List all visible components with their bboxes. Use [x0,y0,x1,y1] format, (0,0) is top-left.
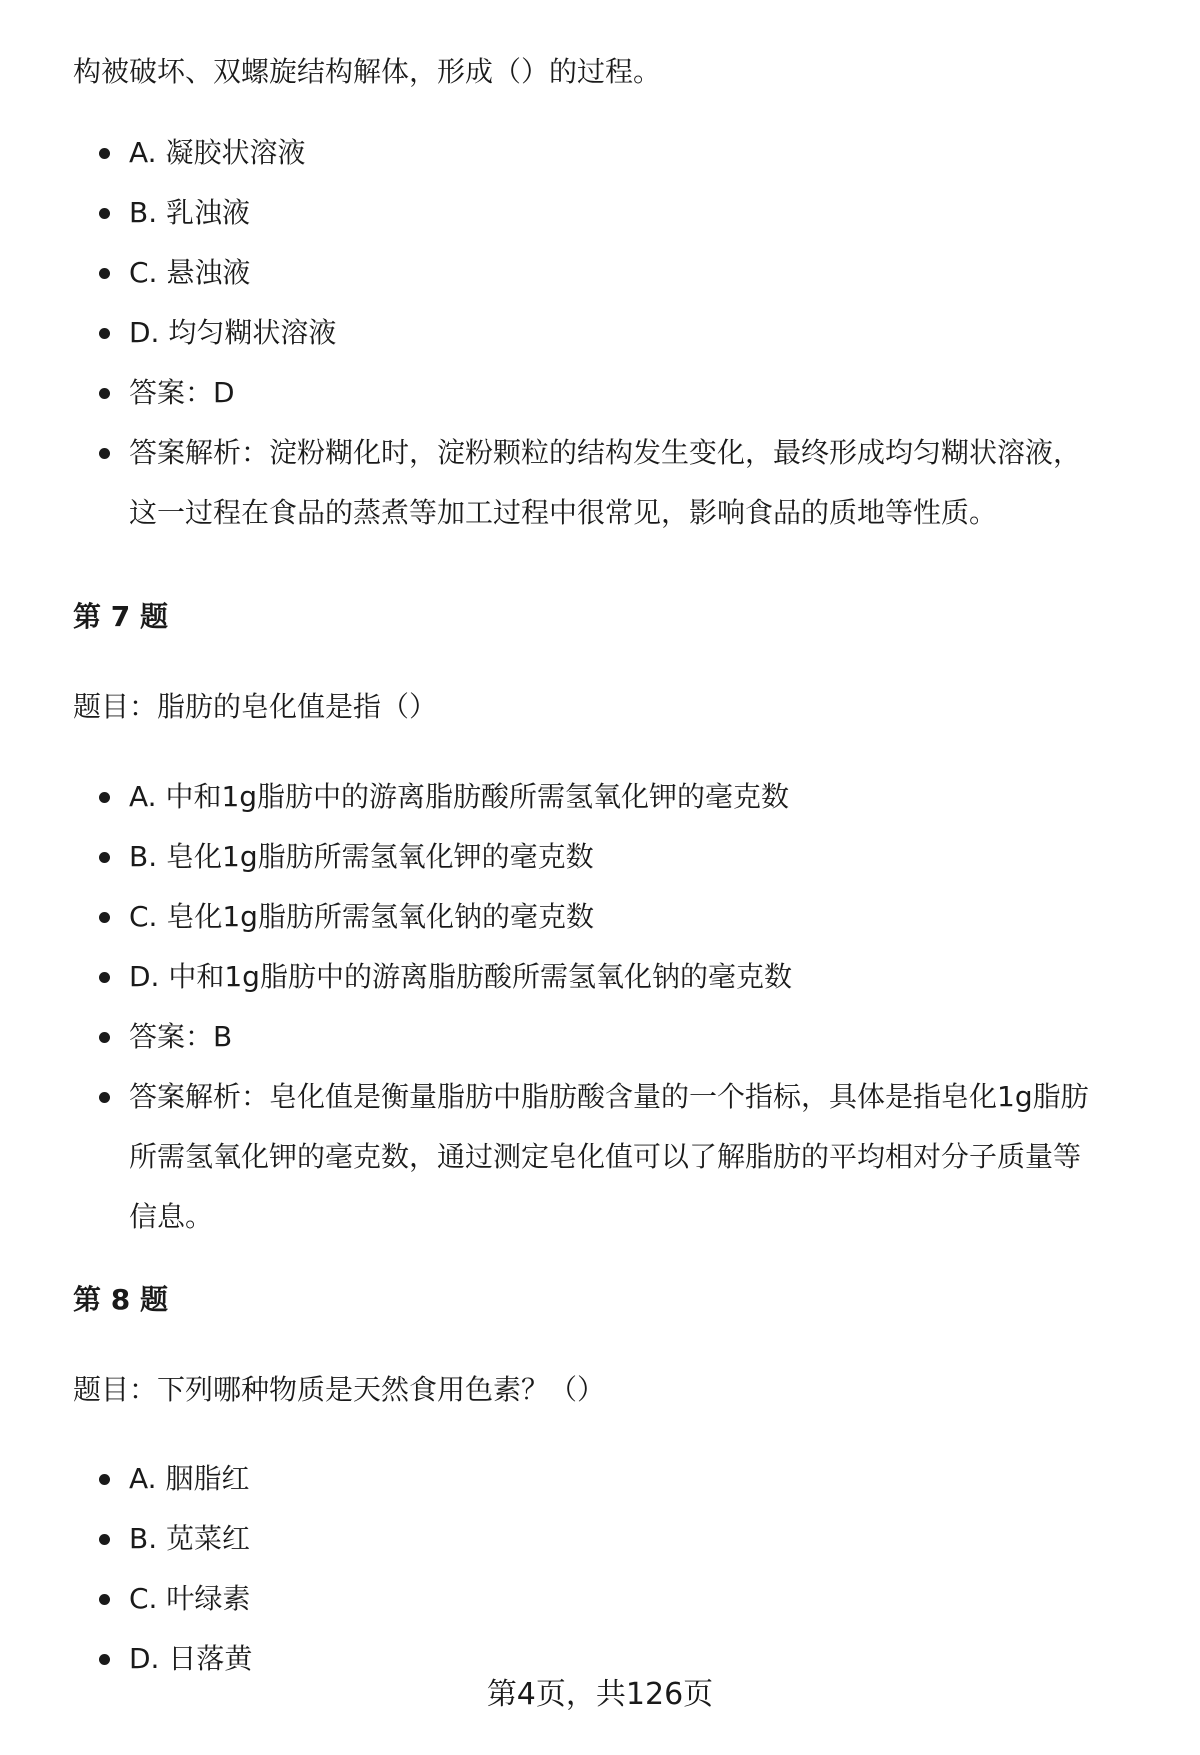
q7-option-list [73,767,1163,1247]
q8-option-d: D. 日落黄 [73,1629,1163,1689]
q7-explanation: 答案解析：皂化值是衡量脂肪中脂肪酸含量的一个指标，具体是指皂化1g脂肪 所需氢氧化钾的毫克数，通过测定皂化值可以了解脂肪的平均相对分子质量等 信息。 [73,1067,1163,1247]
q8-option-c: C. 叶绿素 [73,1569,1163,1629]
bullet-icon [99,1594,110,1605]
q6-option-b: B. 乳浊液 [73,183,1163,243]
bullet-icon [99,1092,110,1103]
q6-explanation: 答案解析：淀粉糊化时，淀粉颗粒的结构发生变化，最终形成均匀糊状溶液， 这一过程在食品的蒸煮等加工过程中很常见，影响食品的质地等性质。 [73,423,1163,543]
q6-answer: 答案：D [73,363,1163,423]
bullet-icon [99,208,110,219]
q6-option-c: C. 悬浊液 [73,243,1163,303]
q7-option-a: A. 中和1g脂肪中的游离脂肪酸所需氢氧化钾的毫克数 [73,767,1163,827]
q6-option-list [73,123,1163,543]
q7-option-b: B. 皂化1g脂肪所需氢氧化钾的毫克数 [73,827,1163,887]
q8-heading: 第 8 题 [73,1283,168,1316]
bullet-icon [99,1534,110,1545]
q7-heading: 第 7 题 [73,600,168,633]
bullet-icon [99,328,110,339]
q8-question: 题目：下列哪种物质是天然食用色素？（） [73,1373,606,1406]
q8-option-a: A. 胭脂红 [73,1449,1163,1509]
q7-option-c: C. 皂化1g脂肪所需氢氧化钠的毫克数 [73,887,1163,947]
bullet-icon [99,448,110,459]
q6-option-a: A. 凝胶状溶液 [73,123,1163,183]
bullet-icon [99,148,110,159]
bullet-icon [99,912,110,923]
q8-option-b: B. 苋菜红 [73,1509,1163,1569]
bullet-icon [99,1032,110,1043]
q8-option-list [73,1449,1163,1689]
bullet-icon [99,852,110,863]
bullet-icon [99,388,110,399]
bullet-icon [99,1474,110,1485]
page-number-footer: 第4页，共126页 [486,1677,714,1712]
q7-option-d: D. 中和1g脂肪中的游离脂肪酸所需氢氧化钠的毫克数 [73,947,1163,1007]
q6-option-d: D. 均匀糊状溶液 [73,303,1163,363]
q7-answer: 答案：B [73,1007,1163,1067]
bullet-icon [99,972,110,983]
bullet-icon [99,268,110,279]
bullet-icon [99,792,110,803]
q7-question: 题目：脂肪的皂化值是指（） [73,690,438,723]
bullet-icon [99,1654,110,1665]
intro-line: 构被破坏、双螺旋结构解体，形成（）的过程。 [73,55,662,88]
